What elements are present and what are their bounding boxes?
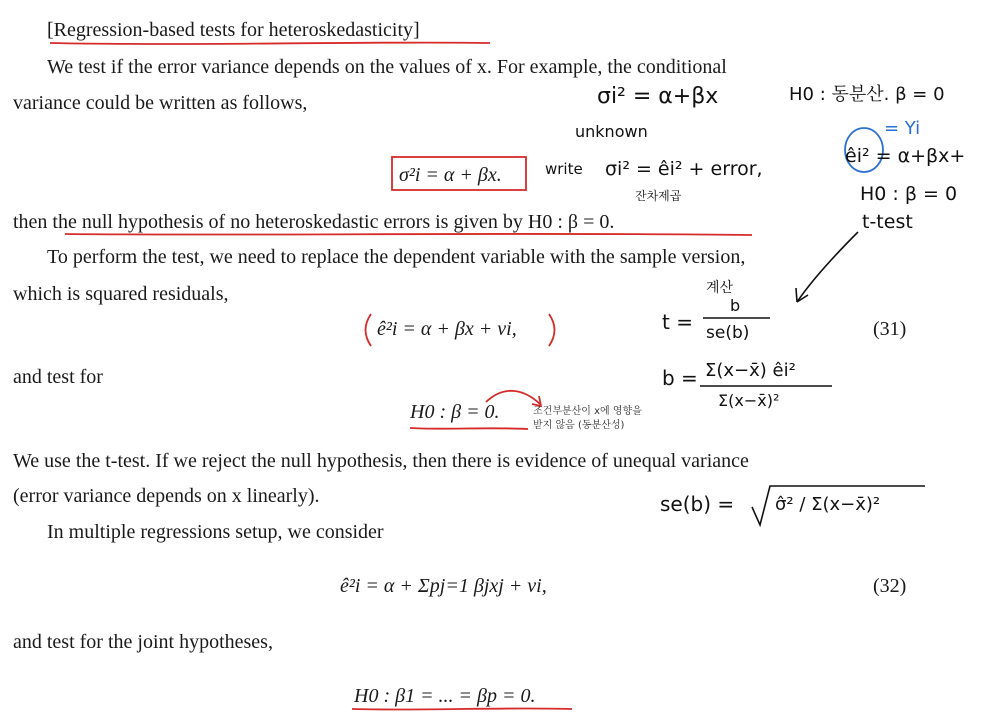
note-sigma-eq: σi² = α+βx (597, 84, 719, 109)
equation-conditional-variance: σ²i = α + βx. (399, 164, 502, 186)
note-h0-label: H0 : 동분산. β = 0 (789, 84, 945, 105)
equation-31: ê²i = α + βx + vi, (377, 318, 517, 340)
paragraph-2: then the null hypothesis of no heteroskedastic errors is given by H0 : β = 0. (13, 211, 615, 233)
paragraph-1-line-2: variance could be written as follows, (13, 92, 308, 114)
equation-31-number: (31) (873, 318, 907, 340)
equation-32: ê²i = α + Σpj=1 βjxj + vi, (340, 575, 547, 597)
note-se-rhs: σ̂² / Σ(x−x̄)² (775, 494, 881, 515)
paragraph-5: In multiple regressions setup, we consider (47, 521, 384, 543)
arrow-to-t-stat (797, 232, 858, 302)
null-hypothesis: H0 : β = 0. (410, 401, 500, 423)
note-compute: 계산 (706, 280, 734, 296)
note-b-numerator: Σ(x−x̄) êi² (705, 360, 796, 381)
note-write: write (545, 160, 583, 178)
paragraph-3-line-2: which is squared residuals, (13, 283, 229, 305)
note-b-lhs: b = (662, 366, 698, 390)
paragraph-3-line-1: To perform the test, we need to replace the dependent variable with the sample version, (47, 246, 746, 268)
note-korean-1: 조건부분산이 x에 영향을 (533, 406, 642, 417)
note-b-denominator: Σ(x−x̄)² (718, 391, 780, 410)
note-t-test: t-test (862, 211, 913, 233)
section-title: [Regression-based tests for heteroskedasticity] (47, 19, 420, 41)
equation-32-number: (32) (873, 575, 907, 597)
h0-curved-arrow (486, 391, 540, 404)
note-sigma-eq2: σi² = êi² + error, (605, 158, 763, 180)
paragraph-1-line-1: We test if the error variance depends on the values of x. For example, the conditional (47, 56, 727, 78)
note-se-lhs: se(b) = (660, 492, 735, 516)
paragraph-4-line-2: (error variance depends on x linearly). (13, 485, 320, 507)
note-t-lhs: t = (662, 310, 693, 334)
eq31-left-paren (366, 314, 372, 346)
note-ehat-eq: êi² = α+βx+ (845, 145, 966, 167)
note-t-denominator: se(b) (706, 323, 750, 343)
joint-null-hypothesis: H0 : β1 = ... = βp = 0. (354, 685, 536, 707)
sigma-equation-box (392, 157, 526, 190)
note-residual-sq: 잔차제곱 (635, 189, 682, 203)
eq31-right-paren (549, 314, 555, 346)
null-hypothesis-underline (65, 234, 752, 235)
and-test-for: and test for (13, 366, 103, 388)
h0-underline (410, 428, 528, 429)
paragraph-4-line-1: We use the t-test. If we reject the null hypothesis, then there is evidence of unequal variance (13, 450, 749, 472)
note-h0-beta: H0 : β = 0 (860, 183, 958, 205)
title-underline (50, 43, 490, 44)
note-t-numerator: b (730, 296, 741, 315)
note-korean-2: 받지 않음 (동분산성) (533, 420, 625, 431)
note-unknown: unknown (575, 122, 648, 141)
note-yi: = Yi (884, 118, 921, 139)
paragraph-6: and test for the joint hypotheses, (13, 631, 273, 653)
joint-underline (352, 708, 572, 709)
